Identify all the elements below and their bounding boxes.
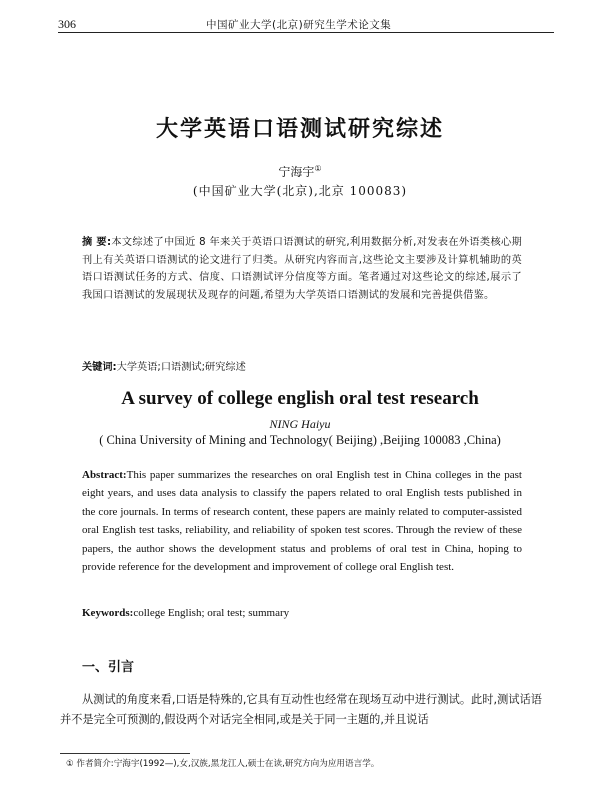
chinese-keywords-text: 大学英语;口语测试;研究综述 bbox=[116, 362, 246, 373]
chinese-author-name: 宁海宇 bbox=[278, 165, 315, 179]
english-author: NING Haiyu bbox=[269, 417, 331, 431]
chinese-affiliation: (中国矿业大学(北京),北京 100083) bbox=[192, 184, 408, 198]
chinese-keywords bbox=[82, 358, 522, 373]
chinese-keywords-label: 关键词: bbox=[82, 362, 117, 373]
english-keywords bbox=[82, 607, 522, 619]
english-abstract-text: This paper summarizes the researches on oral English test in China colleges in the past eight years, and uses data analysis to classify the papers related to oral English tests published in the core journals. In terms of research content, these papers are mainly related to computer-assisted oral English test tasks, reliability, and reliability of spoken test scores. Through the review of these papers, the author shows the development status and problems of oral test in China, hoping to provide reference for the development and improvement of college oral English test. bbox=[82, 469, 522, 574]
english-keywords-text: college English; oral test; summary bbox=[133, 607, 290, 619]
chinese-abstract-label: 摘 要: bbox=[82, 237, 112, 248]
page-number: 306 bbox=[58, 17, 76, 31]
footnote-divider bbox=[60, 753, 190, 754]
chinese-abstract bbox=[82, 234, 522, 304]
english-abstract-label: Abstract: bbox=[82, 469, 127, 481]
english-keywords-label: Keywords: bbox=[82, 607, 134, 619]
author-footnote-mark: ① bbox=[314, 164, 322, 173]
body-paragraph: 从测试的角度来看,口语是特殊的,它具有互动性也经常在现场互动中进行测试。此时,测试话语并不是完全可预测的,假设两个对话完全相同,或是关于同一主题的,并且说话 bbox=[60, 693, 542, 726]
chinese-author bbox=[0, 163, 600, 180]
chinese-title: 大学英语口语测试研究综述 bbox=[155, 117, 444, 142]
english-affiliation: ( China University of Mining and Technology( Beijing) ,Beijing 100083 ,China) bbox=[99, 433, 501, 447]
author-footnote: ① 作者简介:宁海宇(1992—),女,汉族,黑龙江人,硕士在读,研究方向为应用语言学。 bbox=[66, 759, 380, 769]
section-heading-introduction: 一、引言 bbox=[82, 660, 135, 675]
chinese-abstract-text: 本文综述了中国近 8 年来关于英语口语测试的研究,利用数据分析,对发表在外语类核心期刊上有关英语口语测试的论文进行了归类。从研究内容而言,这些论文主要涉及计算机辅助的英语口语测试任务的方式、信度、口语测试评分信度等方面。笔者通过对这些论文的综述,展示了我国口语测试的发展现状及现存的问题,希望为大学英语口语测试的发展和完善提供借鉴。 bbox=[82, 237, 522, 301]
running-header bbox=[58, 14, 554, 33]
english-title: A survey of college english oral test research bbox=[121, 388, 479, 409]
english-abstract bbox=[82, 466, 522, 576]
journal-name: 中国矿业大学(北京)研究生学术论文集 bbox=[206, 19, 392, 31]
